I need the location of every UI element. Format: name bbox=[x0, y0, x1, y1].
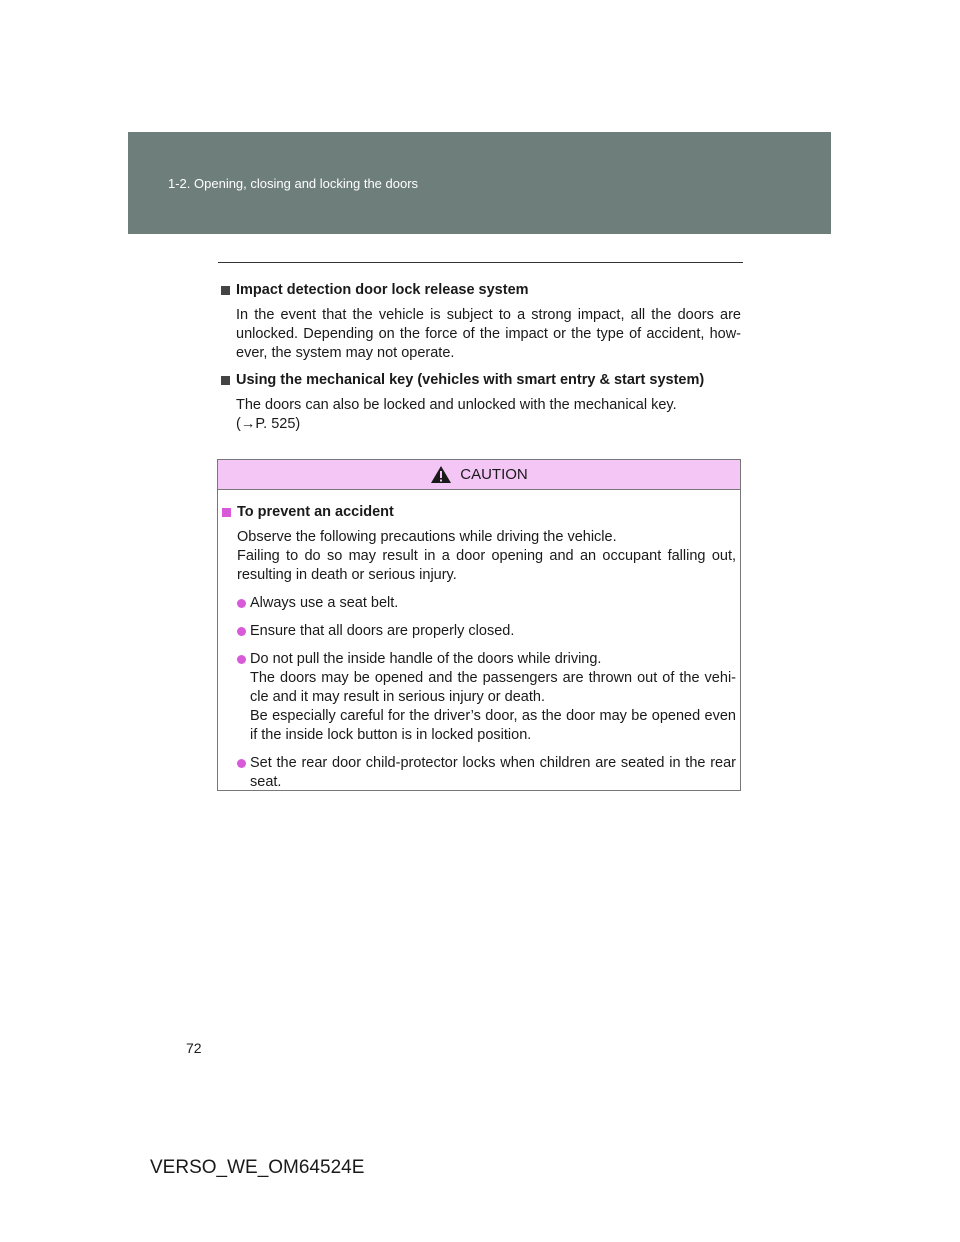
square-bullet-icon bbox=[221, 286, 230, 295]
section-body: In the event that the vehicle is subject to a strong impact, all the doors are unlocked. Depending on the force of the impact or the type of accident, how-ever, the system may not operate. bbox=[236, 307, 741, 361]
chapter-title: 1-2. Opening, closing and locking the doors bbox=[168, 176, 419, 191]
list-item-line: Do not pull the inside handle of the doors while driving. bbox=[250, 651, 602, 667]
section-heading bbox=[221, 281, 741, 300]
round-bullet-icon bbox=[237, 627, 246, 636]
section-mechanical-key bbox=[221, 371, 741, 434]
section-impact-detection bbox=[221, 281, 741, 363]
page-reference-link[interactable]: (→P. 525) bbox=[236, 416, 301, 432]
list-item bbox=[222, 754, 740, 792]
caution-body bbox=[218, 490, 740, 792]
section-title: Impact detection door lock release system bbox=[236, 282, 529, 298]
main-content bbox=[221, 281, 741, 442]
section-body bbox=[221, 396, 741, 434]
round-bullet-icon bbox=[237, 655, 246, 664]
round-bullet-icon bbox=[237, 599, 246, 608]
warning-triangle-icon bbox=[430, 465, 452, 484]
list-item bbox=[222, 622, 740, 641]
round-bullet-icon bbox=[237, 759, 246, 768]
square-bullet-icon bbox=[221, 376, 230, 385]
list-item-text: Set the rear door child-protector locks when children are seated in the rear seat. bbox=[250, 755, 736, 790]
intro-line: Observe the following precautions while driving the vehicle. bbox=[237, 529, 617, 545]
chapter-header-band bbox=[128, 132, 831, 234]
list-item bbox=[222, 594, 740, 613]
caution-title-text: To prevent an accident bbox=[237, 504, 394, 520]
section-divider bbox=[218, 262, 743, 263]
list-item-line: Be especially careful for the driver’s door, as the door may be opened even if the inside lock button is in locked position. bbox=[250, 708, 736, 743]
caution-title bbox=[222, 503, 740, 522]
caution-label: CAUTION bbox=[460, 466, 528, 483]
section-heading bbox=[221, 371, 741, 390]
list-item-text: Ensure that all doors are properly closed. bbox=[250, 623, 515, 639]
section-title: Using the mechanical key (vehicles with smart entry & start system) bbox=[236, 372, 705, 388]
body-line: The doors can also be locked and unlocked with the mechanical key. bbox=[236, 397, 677, 413]
caution-header bbox=[218, 460, 740, 490]
square-bullet-icon bbox=[222, 508, 231, 517]
document-code: VERSO_WE_OM64524E bbox=[150, 1157, 365, 1178]
caution-box bbox=[217, 459, 741, 791]
list-item-text bbox=[250, 650, 736, 745]
caution-intro bbox=[222, 528, 740, 585]
intro-line: Failing to do so may result in a door opening and an occupant falling out, resulting in death or serious injury. bbox=[237, 548, 736, 583]
page-number: 72 bbox=[186, 1040, 202, 1056]
list-item bbox=[222, 650, 740, 745]
list-item-line: The doors may be opened and the passengers are thrown out of the vehi-cle and it may result in serious injury or death. bbox=[250, 670, 736, 705]
list-item-text: Always use a seat belt. bbox=[250, 595, 399, 611]
